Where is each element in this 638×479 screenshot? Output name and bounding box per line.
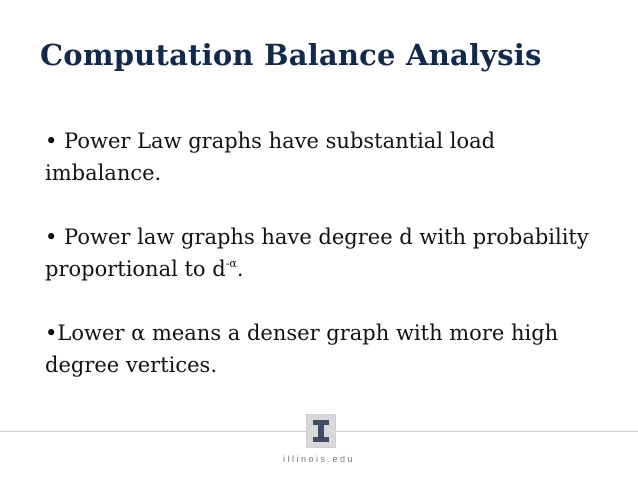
bullet-degree-probability-text: • Power law graphs have degree d with probability proportional to d xyxy=(45,225,589,281)
footer-site-text: illinois.edu xyxy=(282,454,356,464)
slide-title: Computation Balance Analysis xyxy=(40,38,542,72)
bullet-degree-probability-end: . xyxy=(236,257,244,281)
illinois-block-i-icon xyxy=(306,414,336,448)
exponent-superscript: -α xyxy=(225,257,237,270)
bullet-list xyxy=(45,125,615,381)
bullet-lower-alpha: •Lower α means a denser graph with more high degree vertices. xyxy=(45,321,559,377)
bullet-degree-probability xyxy=(45,221,615,285)
bullet-load-imbalance: • Power Law graphs have substantial load imbalance. xyxy=(45,129,496,185)
